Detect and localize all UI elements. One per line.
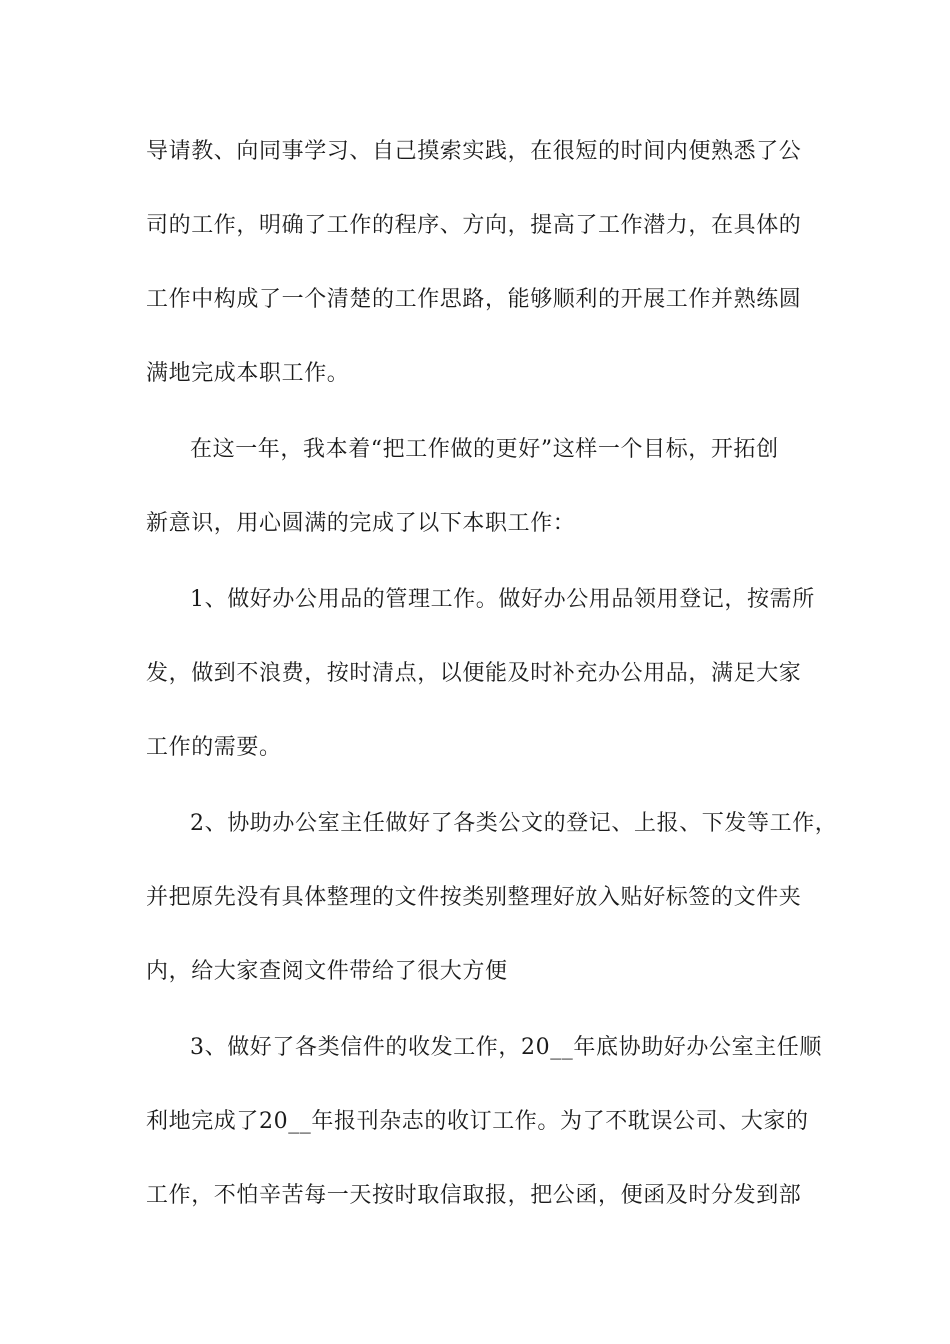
body-text-line: 利地完成了20__年报刊杂志的收订工作。为了不耽误公司、大家的: [146, 1109, 809, 1134]
body-text-line: 工作，不怕辛苦每一天按时取信取报，把公函，便函及时分发到部: [146, 1183, 802, 1208]
paragraph-first-line: 在这一年，我本着“把工作做的更好”这样一个目标，开拓创: [190, 437, 779, 462]
list-item-3-first-line: 3、做好了各类信件的收发工作，20__年底协助好办公室主任顺: [190, 1035, 822, 1060]
body-text-line: 内，给大家查阅文件带给了很大方便: [146, 959, 508, 984]
list-item-1-first-line: 1、做好办公用品的管理工作。做好办公用品领用登记，按需所: [190, 587, 815, 612]
body-text-line: 并把原先没有具体整理的文件按类别整理好放入贴好标签的文件夹: [146, 885, 802, 910]
body-text-line: 发，做到不浪费，按时清点，以便能及时补充办公用品，满足大家: [146, 661, 802, 686]
body-text-line: 导请教、向同事学习、自己摸索实践，在很短的时间内便熟悉了公: [146, 139, 802, 164]
body-text-line: 新意识，用心圆满的完成了以下本职工作：: [146, 511, 576, 536]
body-text-line: 工作中构成了一个清楚的工作思路，能够顺利的开展工作并熟练圆: [146, 287, 802, 312]
body-text-line: 工作的需要。: [146, 735, 282, 760]
body-text-line: 满地完成本职工作。: [146, 361, 350, 386]
list-item-2-first-line: 2、协助办公室主任做好了各类公文的登记、上报、下发等工作，: [190, 811, 838, 836]
body-text-line: 司的工作，明确了工作的程序、方向，提高了工作潜力，在具体的: [146, 213, 802, 238]
